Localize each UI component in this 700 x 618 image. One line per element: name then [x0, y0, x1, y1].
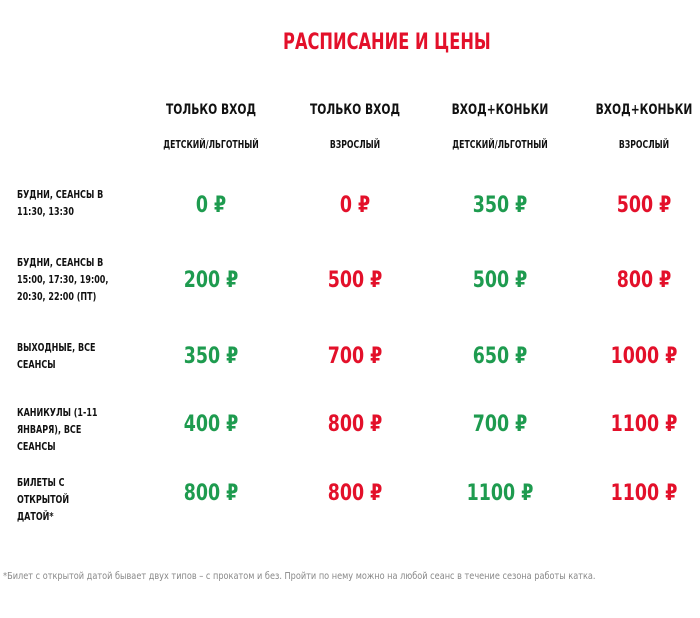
row-label-line: 11:30, 13:30: [17, 206, 74, 218]
column-header-entry-skates-child: [420, 102, 580, 162]
footnote: *Билет с открытой датой бывает двух типов – с прокатом и без. Пройти по нему можно на любой сеанс в течение сезона работы катка.: [3, 571, 596, 582]
column-header-entry-skates-adult: [564, 102, 700, 162]
row-label-weekdays-evening: [17, 255, 119, 306]
row-label-line: 15:00, 17:30, 19:00,: [17, 274, 109, 286]
price-cell: 500 ₽: [616, 193, 672, 218]
price-cell: 400 ₽: [183, 412, 239, 437]
row-label-line: БУДНИ, СЕАНСЫ В: [17, 189, 104, 201]
price-cell: 350 ₽: [183, 344, 239, 369]
column-header-entry-child: [131, 102, 291, 162]
price-cell: 1100 ₽: [466, 481, 534, 506]
page-title: РАСПИСАНИЕ И ЦЕНЫ: [283, 30, 491, 55]
row-label-line: БИЛЕТЫ С ОТКРЫТОЙ: [17, 477, 70, 506]
column-header-entry-adult: [275, 102, 435, 162]
row-label-weekends: [17, 340, 119, 374]
row-label-holidays: [17, 405, 119, 456]
row-label-line: БУДНИ, СЕАНСЫ В: [17, 257, 104, 269]
row-label-line: СЕАНСЫ: [17, 359, 56, 371]
price-cell: 700 ₽: [327, 344, 383, 369]
row-label-line: ВЫХОДНЫЕ, ВСЕ: [17, 342, 96, 354]
price-cell: 650 ₽: [472, 344, 528, 369]
row-label-line: 20:30, 22:00 (ПТ): [17, 291, 97, 303]
column-header-label: ВХОД+КОНЬКИ: [451, 102, 549, 118]
column-header-label: ТОЛЬКО ВХОД: [165, 102, 257, 118]
price-cell: 0 ₽: [195, 193, 227, 218]
price-cell: 200 ₽: [183, 268, 239, 293]
column-header-label: ТОЛЬКО ВХОД: [309, 102, 401, 118]
price-cell: 500 ₽: [472, 268, 528, 293]
price-cell: 800 ₽: [327, 412, 383, 437]
price-cell: 800 ₽: [327, 481, 383, 506]
row-label-line: ЯНВАРЯ), ВСЕ СЕАНСЫ: [17, 424, 82, 453]
row-label-open-date: [17, 475, 119, 526]
price-cell: 350 ₽: [472, 193, 528, 218]
price-cell: 1100 ₽: [610, 412, 678, 437]
column-header-sublabel: ДЕТСКИЙ/ЛЬГОТНЫЙ: [163, 139, 259, 151]
price-cell: 500 ₽: [327, 268, 383, 293]
price-cell: 1000 ₽: [610, 344, 678, 369]
row-label-line: КАНИКУЛЫ (1-11: [17, 407, 98, 419]
column-header-sublabel: ВЗРОСЛЫЙ: [618, 139, 670, 151]
price-cell: 800 ₽: [616, 268, 672, 293]
price-cell: 800 ₽: [183, 481, 239, 506]
price-cell: 1100 ₽: [610, 481, 678, 506]
column-header-label: ВХОД+КОНЬКИ: [595, 102, 693, 118]
row-label-line: ДАТОЙ*: [17, 511, 54, 523]
price-cell: 700 ₽: [472, 412, 528, 437]
column-header-sublabel: ДЕТСКИЙ/ЛЬГОТНЫЙ: [452, 139, 548, 151]
price-cell: 0 ₽: [339, 193, 371, 218]
column-header-sublabel: ВЗРОСЛЫЙ: [329, 139, 381, 151]
row-label-weekdays-morning: [17, 187, 119, 221]
